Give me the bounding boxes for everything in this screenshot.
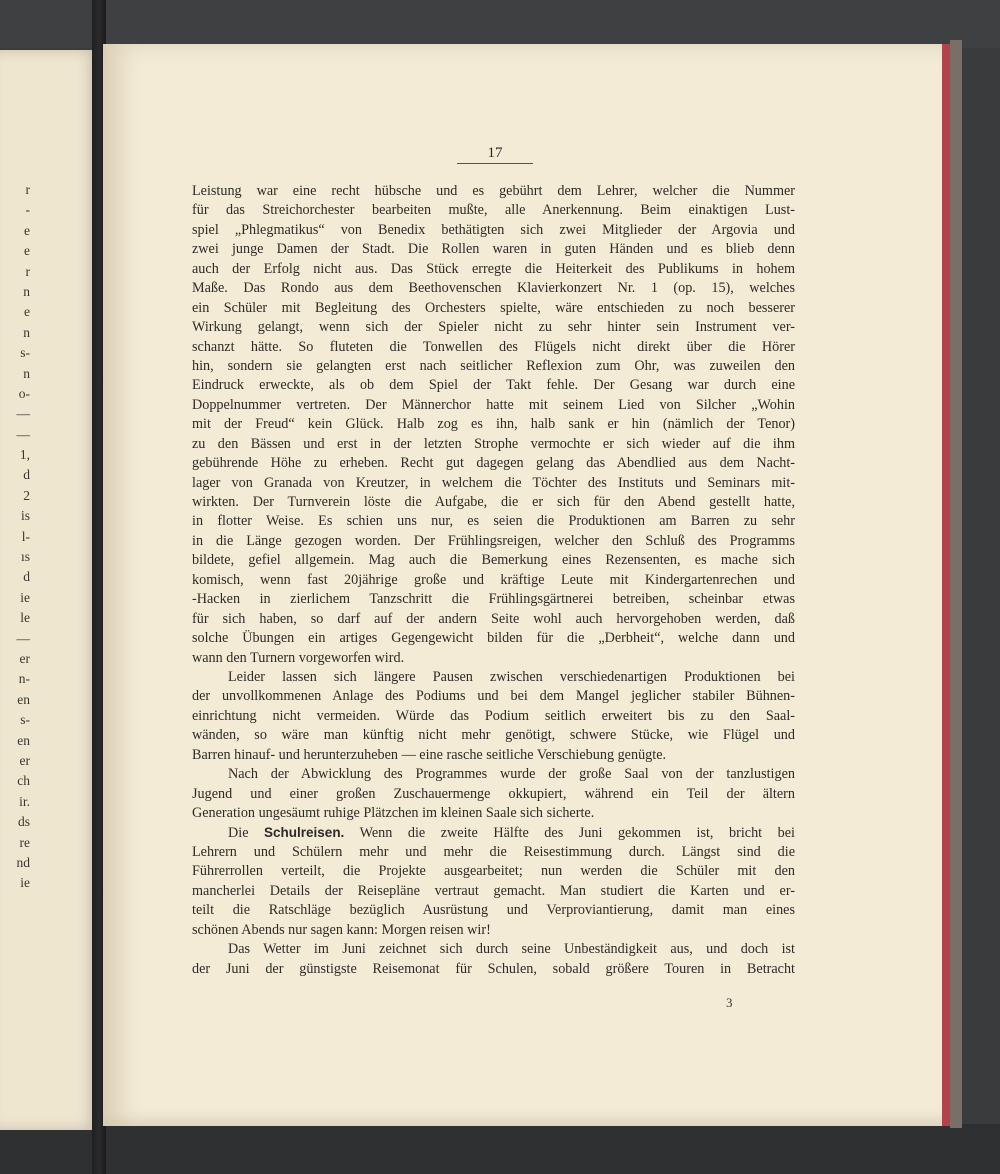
left-fragment: er — [19, 752, 30, 768]
text-line: Maße. Das Rondo aus dem Beethovenschen Klavierkonzert Nr. 1 (op. 15), welches — [192, 280, 795, 297]
red-page-edge — [942, 44, 950, 1126]
text-line: hin, sondern sie gelangten erst nach seitlicher Reflexion zum Ohr, was zuweilen den — [192, 357, 795, 374]
text-line: in flotter Weise. Es schien uns nur, es seien die Produktionen am Barren zu sehr — [192, 513, 795, 530]
left-fragment: le — [20, 610, 30, 626]
left-fragment: nd — [16, 854, 30, 870]
text-line: Wirkung gelangt, wenn sich der Spieler nicht zu sehr hinter sein Instrument ver- — [192, 319, 795, 336]
left-fragment: — — [16, 630, 30, 646]
left-fragment: ds — [17, 814, 30, 830]
body-text — [192, 182, 795, 979]
text-line: spiel „Phlegmatikus“ von Benedix bethätigten sich zwei Mitglieder der Argovia und — [192, 221, 795, 238]
text-line: komisch, wenn fast 20jährige große und kräftige Leute mit Kindergartenrechen und — [192, 571, 795, 588]
text-line: Barren hinauf- und herunterzuheben — eine rasche seitliche Verschiebung genügte. — [192, 746, 667, 763]
left-fragment: e — [24, 304, 30, 320]
text-line: schanzt hätte. So fluteten die Tonwellen des Flügels nicht direkt über die Hörer — [192, 338, 795, 355]
left-fragment: er — [19, 650, 30, 666]
left-fragment: ch — [17, 773, 30, 789]
left-page-edge — [0, 50, 100, 1130]
left-fragment: s- — [20, 345, 30, 361]
background-bottom — [0, 1124, 1000, 1174]
text-line: einrichtung nicht vermeiden. Würde das Podium seitlich erweitert bis zu den Saal- — [192, 707, 795, 724]
left-fragment: ie — [20, 875, 30, 891]
text-line: Eindruck erweckte, als ob dem Spiel der Takt fehle. Der Gesang war durch eine — [192, 377, 795, 394]
left-fragment: ıs — [20, 549, 30, 565]
left-fragment: en — [17, 691, 30, 707]
text-line: -Hacken in zierlichem Tanzschritt die Frühlingsgärtnerei betreiben, scheinbar etwas — [192, 591, 795, 608]
text-line: für sich haben, so darf auf der andern Seite wohl auch hervorgehoben werden, daß — [192, 610, 795, 627]
left-fragment: e — [24, 243, 30, 259]
text-line: Lehrern und Schülern mehr und mehr die Reisestimmung durch. Längst sind die — [192, 843, 795, 860]
left-fragment: ie — [20, 589, 30, 605]
left-fragment: - — [25, 202, 30, 218]
left-fragment: n — [23, 283, 30, 299]
left-fragment: n — [23, 365, 30, 381]
left-fragment: l- — [21, 528, 30, 544]
section-heading: Schulreisen. — [264, 825, 345, 841]
text-line: solche Übungen ein artiges Gegengewicht bilden für die „Derbheit“, welche dann und — [192, 630, 795, 647]
text-line: wann den Turnern vorgeworfen wird. — [192, 649, 405, 666]
text-line: für das Streichorchester bearbeiten mußte, alle Anerkennung. Beim einaktigen Lust- — [192, 202, 795, 219]
text-line: bildete, gefiel allgemein. Mag auch die Bemerkung eines Rezensenten, es mache sich — [192, 552, 795, 569]
left-fragment: o- — [18, 385, 30, 401]
text-line-prefix: Die — [228, 825, 265, 842]
left-fragment: 2 — [23, 487, 30, 503]
text-line: ein Schüler mit Begleitung des Orchesters spielte, wäre entschieden zu noch besserer — [192, 299, 795, 316]
left-page-text-fragments — [0, 180, 30, 894]
left-fragment: n — [23, 324, 30, 340]
left-fragment: r — [25, 263, 30, 279]
text-line: Leistung war eine recht hübsche und es gebührt dem Lehrer, welcher die Nummer — [192, 183, 795, 199]
text-line: der unvollkommenen Anlage des Podiums und bei dem Mangel jeglicher stabiler Bühnen- — [192, 688, 795, 705]
text-line: Doppelnummer vertreten. Der Männerchor hatte mit seinem Lied von Silcher „Wohin — [192, 396, 795, 413]
left-fragment: e — [24, 222, 30, 238]
left-fragment: d — [23, 467, 30, 483]
left-fragment: s- — [20, 712, 30, 728]
left-fragment: — — [16, 406, 30, 422]
signature-mark: 3 — [726, 995, 733, 1010]
left-fragment: is — [20, 508, 30, 524]
text-line: Nach der Abwicklung des Programmes wurde der große Saal von der tanzlustigen — [228, 766, 795, 783]
text-line: schönen Abends nur sagen kann: Morgen reisen wir! — [192, 921, 491, 938]
text-line — [192, 823, 795, 842]
left-fragment: en — [17, 732, 30, 748]
background-top — [0, 0, 1000, 48]
text-line: auch der Erfolg nicht aus. Das Stück erregte die Heiterkeit des Publikums in hohem — [192, 260, 795, 277]
text-line: in die Länge gezogen worden. Der Frühlingsreigen, welcher den Schluß des Programms — [192, 532, 795, 549]
left-fragment: ir. — [19, 793, 30, 809]
text-line: wänden, so wäre man künftig nicht mehr genötigt, schwere Stücke, wie Flügel und — [192, 727, 795, 744]
page-number: 17 — [457, 145, 533, 164]
left-fragment: 1, — [19, 447, 30, 463]
left-fragment: d — [23, 569, 30, 585]
text-line: mit der Freud“ kein Glück. Halb zog es ihn, halb sank er hin (nämlich der Tenor) — [192, 416, 795, 433]
text-line: Leider lassen sich längere Pausen zwischen verschiedenartigen Produktionen bei — [228, 668, 795, 685]
text-line: Generation ungesäumt ruhige Plätzchen im kleinen Saale sich sicherte. — [192, 805, 595, 821]
text-line: zwei junge Damen der Stadt. Die Rollen waren in guten Händen und es blieb denn — [192, 241, 795, 258]
text-line: lager von Granada von Kreutzer, in welchem die Töchter des Instituts und Seminars mit- — [192, 474, 795, 491]
left-fragment: — — [16, 426, 30, 442]
page-stack-edge — [950, 40, 962, 1128]
text-line: Das Wetter im Juni zeichnet sich durch seine Unbeständigkeit aus, und doch ist — [228, 941, 795, 958]
text-line: Jugend und einer großen Zuschauermenge okkupiert, während ein Teil der ältern — [192, 785, 795, 802]
text-line: der Juni der günstigste Reisemonat für Schulen, sobald größere Touren in Betracht — [192, 960, 795, 977]
left-fragment: r — [25, 182, 30, 197]
text-line: gebührende Höhe zu erheben. Recht gut dagegen gelang das Abendlied aus dem Nacht- — [192, 455, 795, 472]
text-line-rest: Wenn die zweite Hälfte des Juni gekommen ist, bricht bei — [344, 825, 795, 842]
text-line: teilt die Ratschläge bezüglich Ausrüstung und Verproviantierung, damit man eines — [192, 902, 795, 919]
text-line: wirkten. Der Turnverein löste die Aufgabe, die er sich für den Abend gestellt hatte, — [192, 494, 795, 510]
left-fragment: n- — [18, 671, 30, 687]
text-line: zu den Bässen und erst in der letzten Strophe vermochte er sich wieder auf die ihm — [192, 435, 795, 452]
text-line: mancherlei Details der Reisepläne vertraut gemacht. Man studiert die Karten und er- — [192, 882, 795, 899]
text-line: Führerrollen verteilt, die Projekte ausgearbeitet; nun werden die Schüler mit den — [192, 863, 795, 880]
left-fragment: re — [19, 834, 30, 850]
